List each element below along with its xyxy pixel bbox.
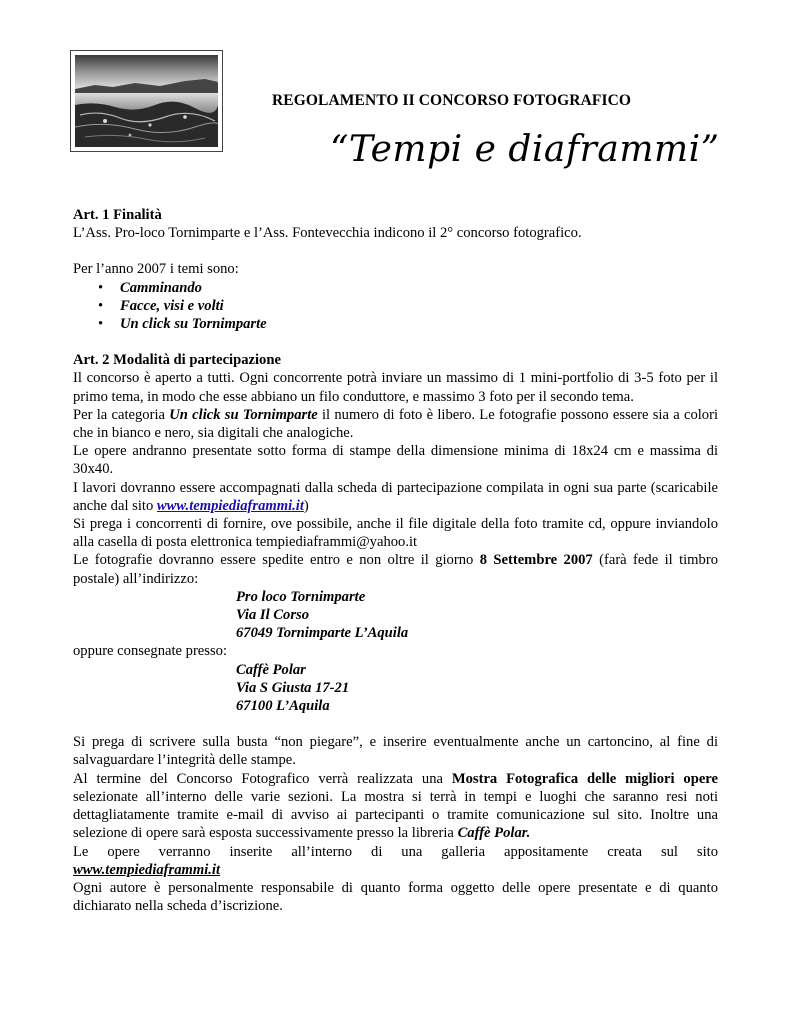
art2-paragraph-8: Al termine del Concorso Fotografico verrà realizzata una Mostra Fotografica delle migliori opere selezionate all’interno delle varie sezioni. La mostra si terrà in tempi e luoghi che saranno resi noti dettagliatamente tramite e-mail di avviso ai partecipanti o tramite comunicazione sul sito. Inoltre una selezione di opere sarà esposta successivamente presso la libreria Caffè Polar. <box>73 770 718 842</box>
document-body <box>73 206 718 915</box>
address-line: Caffè Polar <box>236 661 306 678</box>
address-line: 67049 Tornimparte L’Aquila <box>236 625 409 642</box>
art2-paragraph-5: Si prega i concorrenti di fornire, ove possibile, anche il file digitale della foto tramite cd, oppure inviandolo alla casella di posta elettronica tempiediaframmi@yahoo.it <box>73 516 718 551</box>
theme-item: • Un click su Tornimparte <box>120 315 718 333</box>
contest-name: “Tempi e diaframmi” <box>330 129 720 170</box>
theme-item: • Camminando <box>120 279 718 297</box>
website-link[interactable]: www.tempiediaframmi.it <box>156 497 304 514</box>
header-photo <box>70 50 223 152</box>
alternative-delivery-text: oppure consegnate presso: <box>73 643 227 660</box>
art2-paragraph-10: Ogni autore è personalmente responsabile di quanto forma oggetto delle opere presentate e di quanto dichiarato nella scheda d’iscrizione. <box>73 879 718 915</box>
art2-paragraph-3: Le opere andranno presentate sotto forma di stampe della dimensione minima di 18x24 cm e massima di 30x40. <box>73 443 718 478</box>
art2-paragraph-2: Per la categoria Un click su Tornimparte il numero di foto è libero. Le fotografie possono essere sia a colori che in bianco e nero, sia digitali che analogiche. <box>73 406 719 442</box>
themes-intro: Per l’anno 2007 i temi sono: <box>73 261 239 278</box>
themes-list <box>73 279 718 334</box>
art2-paragraph-7: Si prega di scrivere sulla busta “non piegare”, e inserire eventualmente anche un cartoncino, al fine di salvaguardare l’integrità delle stampe. <box>73 734 718 769</box>
address-line: 67100 L’Aquila <box>236 698 330 715</box>
art2-paragraph-6: Le fotografie dovranno essere spedite entro e non oltre il giorno 8 Settembre 2007 (farà fede il timbro postale) all’indirizzo: <box>73 552 718 587</box>
art1-text: L’Ass. Pro-loco Tornimparte e l’Ass. Fontevecchia indicono il 2° concorso fotografico. <box>73 225 582 242</box>
address-line: Pro loco Tornimparte <box>236 588 366 605</box>
gallery-website-link[interactable]: www.tempiediaframmi.it <box>73 861 221 878</box>
theme-item: • Facce, visi e volti <box>120 297 718 315</box>
gallery-site-line <box>73 861 718 879</box>
art2-paragraph-1: Il concorso è aperto a tutti. Ogni concorrente potrà inviare un massimo di 1 mini-portfolio di 3-5 foto per il primo tema, in modo che esse abbiano un filo conduttore, e massimo 3 foto per il secondo tema. <box>73 370 718 405</box>
page-title: REGOLAMENTO II CONCORSO FOTOGRAFICO <box>272 92 632 109</box>
landscape-photo-image <box>75 55 218 147</box>
art2-paragraph-9: Le opere verranno inserite all’interno di una galleria appositamente creata sul sito <box>73 843 718 860</box>
art2-paragraph-4: I lavori dovranno essere accompagnati dalla scheda di partecipazione compilata in ogni sua parte (scaricabile anche dal sito www.tempiediaframmi.it) <box>73 479 718 514</box>
address-line: Via Il Corso <box>236 607 309 624</box>
art2-heading: Art. 2 Modalità di partecipazione <box>73 352 281 369</box>
address-line: Via S Giusta 17-21 <box>236 679 350 696</box>
art1-heading: Art. 1 Finalità <box>73 207 162 223</box>
